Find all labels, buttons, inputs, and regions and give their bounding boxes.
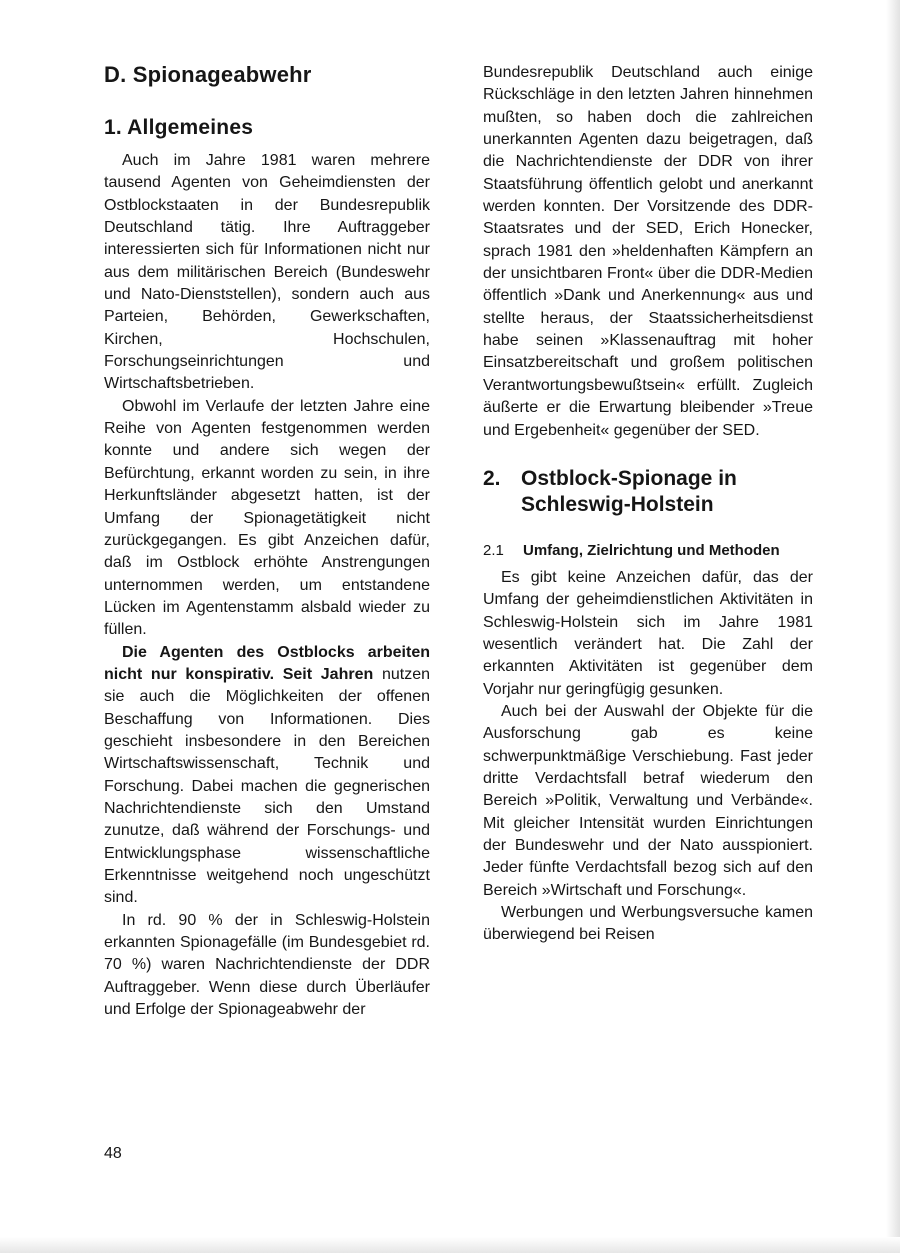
- subsection-title: 1. Allgemeines: [104, 116, 254, 139]
- paragraph: In rd. 90 % der in Schleswig-Holstein erkannten Spionagefälle (im Bundesgebiet rd. 70 %) waren Nachrichtendienste der DDR Auftraggeber. Wenn diese durch Überläufer und Erfolge der Spionageabwehr der: [104, 911, 430, 1019]
- page-bottom-shadow: [0, 1237, 900, 1253]
- page-number: 48: [104, 1145, 122, 1162]
- paragraph: Obwohl im Verlaufe der letzten Jahre eine Reihe von Agenten festgenommen werden konnte und andere sich wegen der Befürchtung, erkannt worden zu sein, in ihre Herkunftsländer abgesetzt hatten, ist der Umfang der Spionagetätigkeit nicht zurückgegangen. Es gibt Anzeichen dafür, daß im Ostblock erhöhte Anstrengungen unternommen werden, um entstandene Lücken im Agentenstamm alsbald wieder zu füllen.: [104, 397, 430, 639]
- paragraph: [104, 642, 430, 910]
- left-column: [104, 62, 430, 1021]
- paragraph-text: nutzen sie auch die Möglichkeiten der offenen Beschaffung von Informationen. Dies geschieht insbesondere in den Bereichen Wirtschaftswissenschaft, Technik und Forschung. Dabei machen die gegnerischen Nachrichtendienste sich den Umstand zunutze, daß während der Forschungs- und Entwicklungsphase wissenschaftliche Erkenntnisse weitgehend noch ungeschützt sind.: [104, 665, 431, 907]
- section-title: Ostblock-Spionage in Schleswig-Holstein: [521, 466, 737, 516]
- paragraph: Werbungen und Werbungsversuche kamen überwiegend bei Reisen: [483, 904, 813, 944]
- paragraph: Es gibt keine Anzeichen dafür, das der Umfang der geheimdienstlichen Aktivitäten in Schleswig-Holstein sich im Jahre 1981 wesentlich verändert hat. Die Zahl der erkannten Aktivitäten ist gegenüber dem Vorjahr nur geringfügig gesunken.: [483, 568, 813, 698]
- bold-text: Die Agenten des Ostblocks arbeiten nicht nur konspirativ. Seit Jahren: [104, 643, 430, 683]
- section-2-heading: [483, 466, 813, 518]
- section-2-1-heading: [483, 540, 813, 561]
- paragraph: Auch im Jahre 1981 waren mehrere tausend Agenten von Geheimdiensten der Ostblockstaaten in der Bundesrepublik Deutschland tätig. Ihre Auftraggeber interessierten sich für Informationen nicht nur aus dem militärischen Bereich (Bundeswehr und Nato-Dienststellen), sondern auch aus Parteien, Behörden, Gewerkschaften, Kirchen, Hochschulen, Forschungseinrichtungen und Wirtschaftsbetrieben.: [104, 152, 430, 393]
- paragraph: Auch bei der Auswahl der Objekte für die Ausforschung gab es keine schwerpunktmäßige Verschiebung. Fast jeder dritte Verdachtsfall betraf wiederum den Bereich »Politik, Verwaltung und Verbände«. Mit gleicher Intensität wurden Einrichtungen der Bundeswehr und der Nato ausspioniert. Jeder fünfte Verdachtsfall bezog sich auf den Bereich »Wirtschaft und Forschung«.: [483, 702, 813, 899]
- section-number: 2.1: [483, 541, 504, 559]
- page-edge-shadow: [886, 0, 900, 1253]
- right-column: [483, 62, 813, 947]
- section-title: D. Spionageabwehr: [104, 62, 312, 87]
- paragraph: Bundesrepublik Deutschland auch einige Rückschläge in den letzten Jahren hinnehmen mußten, so haben doch die zahlreichen unerkannten Agenten dazu beigetragen, daß die Nachrichtendienste der DDR von ihrer Staatsführung öffentlich gelobt und anerkannt werden konnten. Der Vorsitzende des DDR-Staatsrates und der SED, Erich Honecker, sprach 1981 den »heldenhaften Kämpfern an der unsichtbaren Front« über die DDR-Medien öffentlich »Dank und Anerkennung« aus und stellte heraus, der Staatssicherheitsdienst habe seinen »Klassenauftrag mit hoher Einsatzbereitschaft und großem politischen Verantwortungsbewußtsein« erfüllt. Zugleich äußerte er die Erwartung bleibender »Treue und Ergebenheit« gegenüber der SED.: [483, 64, 813, 439]
- section-number: 2.: [483, 466, 501, 490]
- section-title: Umfang, Zielrichtung und Methoden: [523, 541, 780, 559]
